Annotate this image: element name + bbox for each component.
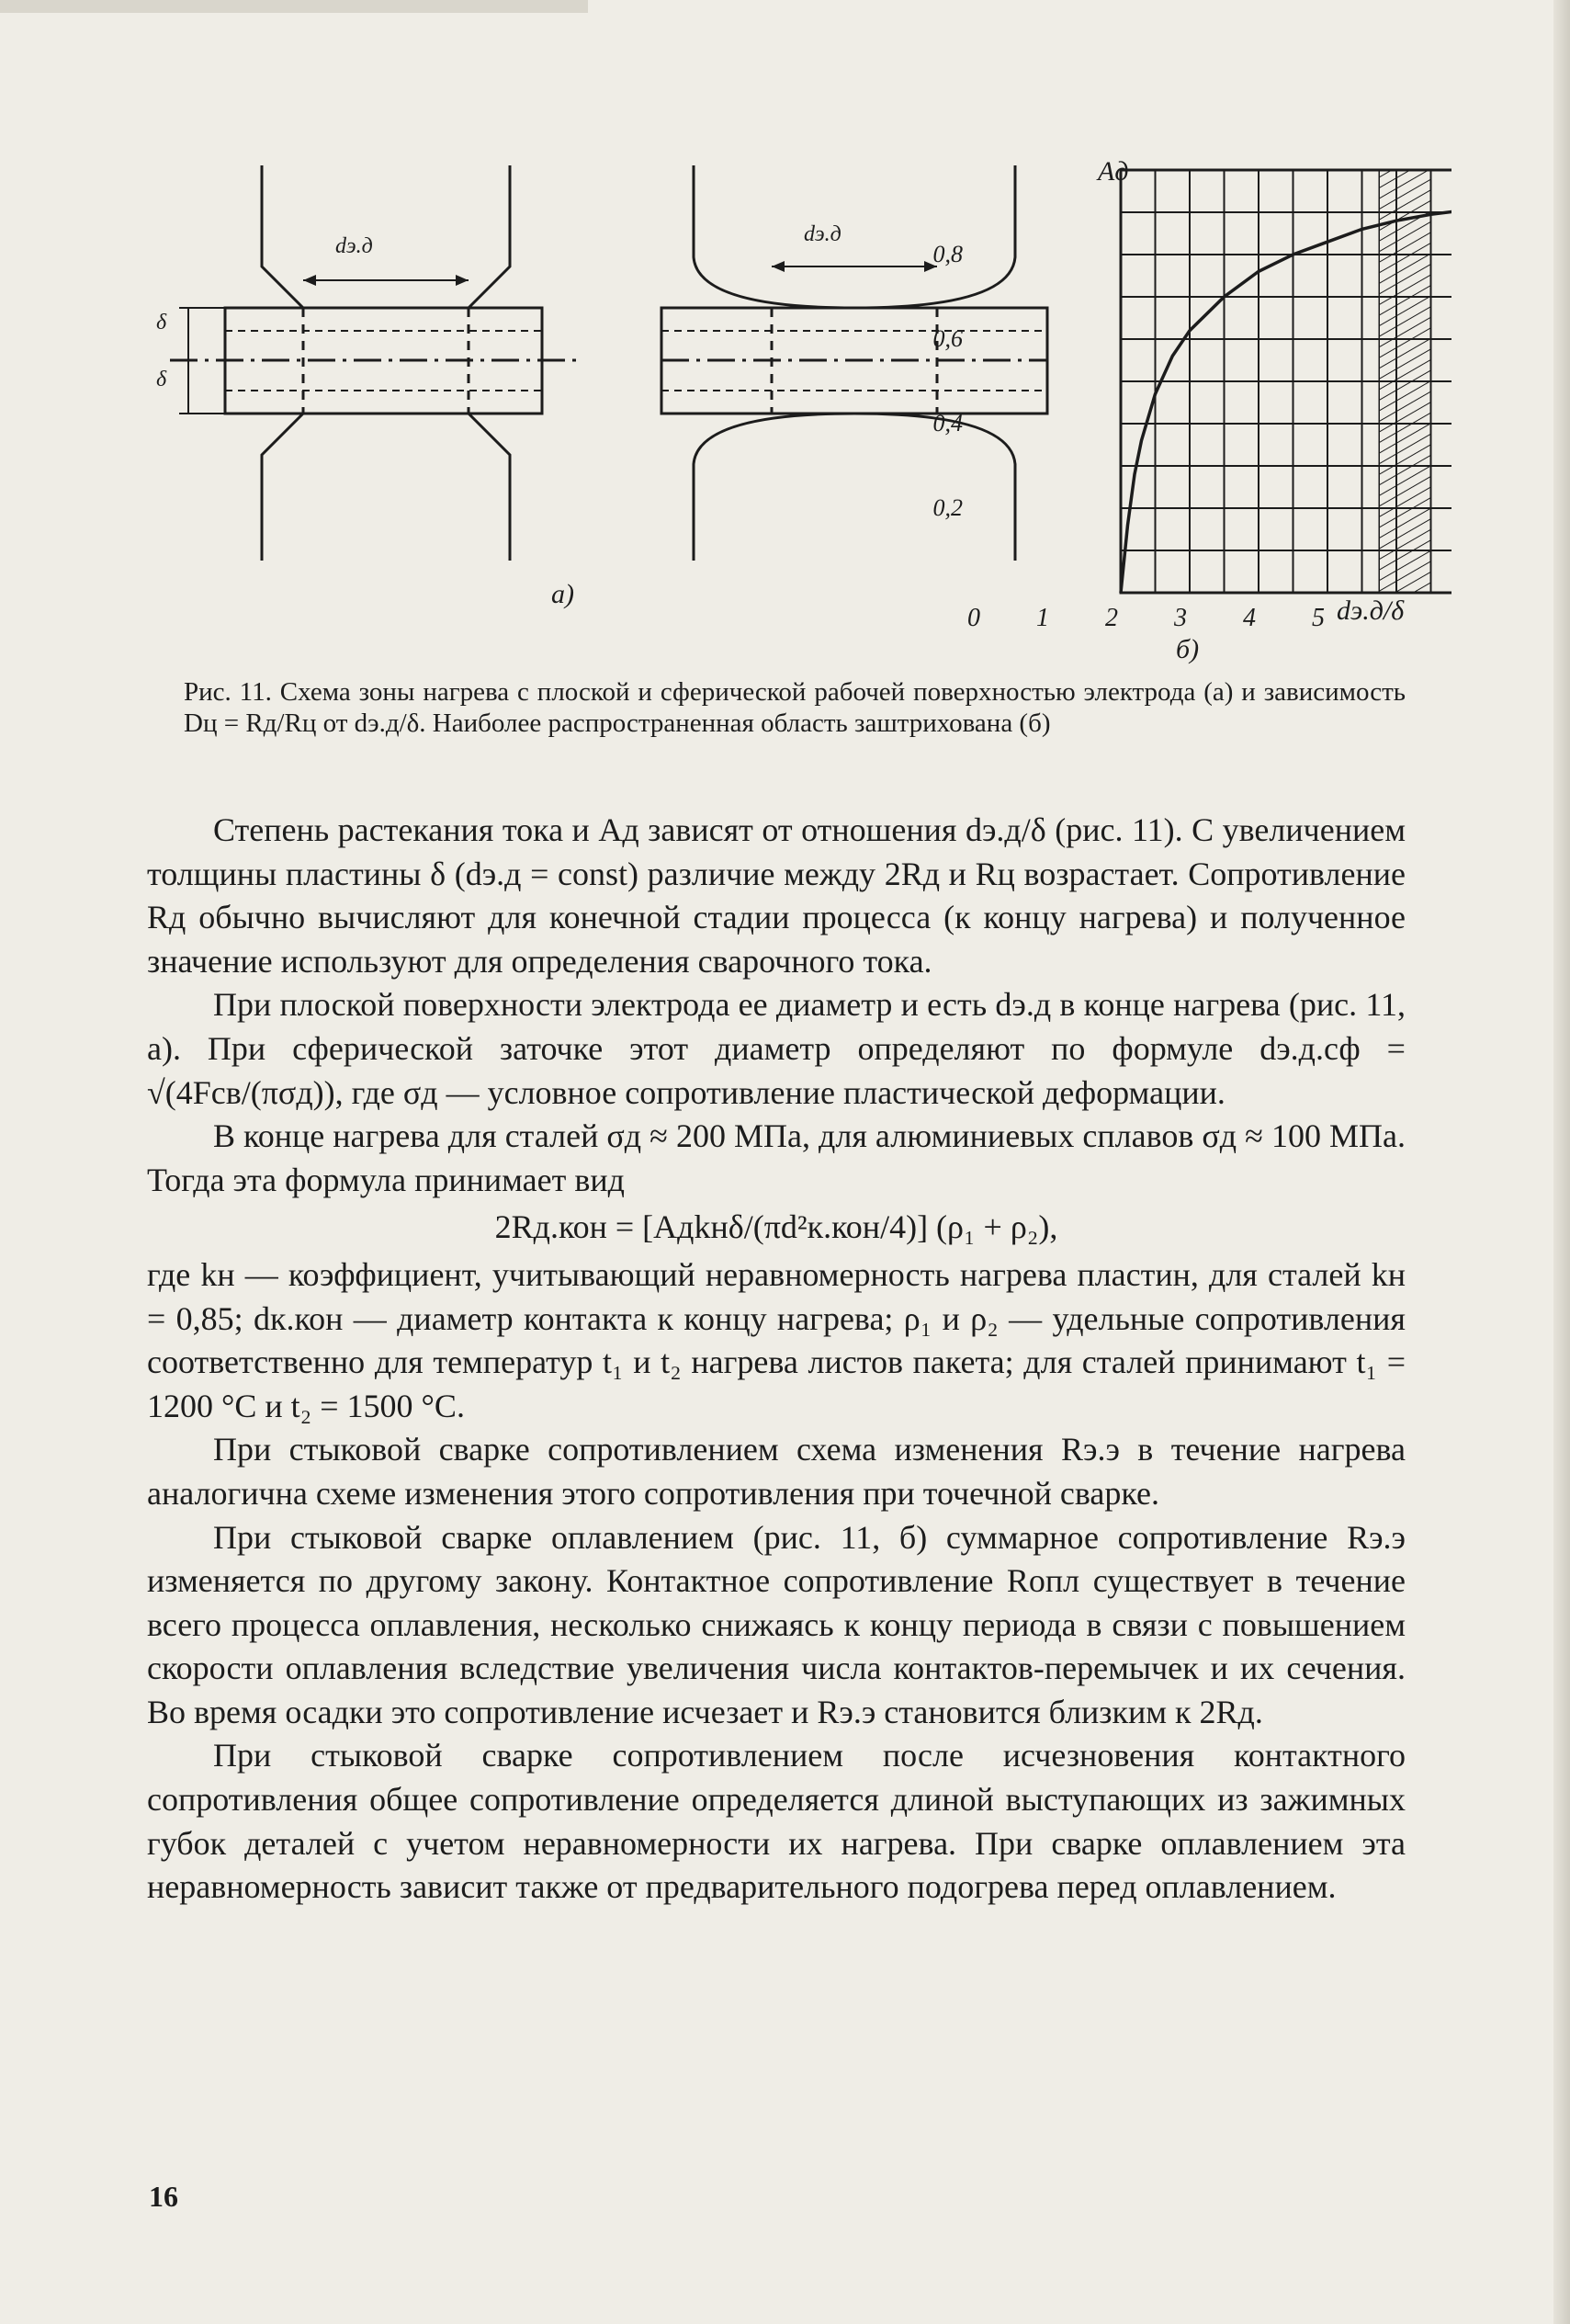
formula-2rd: 2Rд.кон = [Aдkнδ/(πd²к.кон/4)] (ρ₁ + ρ₂), [494,1208,1058,1246]
page-number: 16 [149,2180,178,2213]
page-edge-right [1553,0,1570,2324]
flat-upper-electrode [262,165,510,308]
chart-xlabel: dэ.д/δ [1337,595,1405,626]
paragraph-5: При стыковой сварке сопротивлением схема изменения Rэ.э в течение нагрева аналогична схеме изменения этого сопротивления при точечной сварке. [147,1431,1406,1512]
paragraph-7: При стыковой сварке сопротивлением после исчезновения контактного сопротивления общее сопротивление определяется длиной выступающих из зажимных губок деталей с учетом неравномерности их нагрева. При сварке оплавлением эта неравномерность зависит также от предварительного подогрева перед оплавлением. [147,1737,1406,1906]
dim-label-right: dэ.д [804,222,841,246]
electrode-flat-diagram [170,165,579,561]
sphere-upper-electrode [694,165,1015,308]
paragraph-3: В конце нагрева для сталей σд ≈ 200 МПа, для алюминиевых сплавов σд ≈ 100 МПа. Тогда эта формула принимает вид [147,1117,1406,1198]
y-tick-label: 0,4 [932,410,963,436]
x-tick-label: 3 [1174,604,1187,632]
y-tick-label: 0,2 [932,494,963,521]
chart-b [1121,170,1451,593]
paragraph-2: При плоской поверхности электрода ее диаметр и есть dэ.д в конце нагрева (рис. 11, а). При сферической заточке этот диаметр определяют по формуле dэ.д.сф = √(4Fсв/(πσд)), где σд — условное сопротивление пластической деформации. [147,986,1406,1111]
body-text [147,809,1406,1910]
dim-label-left: dэ.д [335,234,373,258]
x-tick-label: 1 [1036,604,1049,632]
x-tick-label: 2 [1105,604,1118,632]
page-edge-top [0,0,588,13]
y-tick-label: 0,8 [932,241,963,267]
sphere-lower-electrode [694,414,1015,561]
electrode-sphere-diagram [661,165,1047,561]
figure-svg [147,156,1451,671]
flat-lower-electrode [262,414,510,561]
paragraph-6: При стыковой сварке оплавлением (рис. 11, б) суммарное сопротивление Rэ.э изменяется по другому закону. Контактное сопротивление Rопл существует в течение всего процесса оплавления, несколько снижаясь к концу периода в связи с повышением скорости оплавления вследствие увеличения числа контактов-перемычек и их сечения. Во время осадки это сопротивление исчезает и Rэ.э становится близким к 2Rд. [147,1518,1406,1730]
paragraph-1: Степень растекания тока и Aд зависят от отношения dэ.д/δ (рис. 11). С увеличением толщины пластины δ (dэ.д = const) различие между 2Rд и Rц возрастает. Сопротивление Rд обычно вычисляют для конечной стадии процесса (к концу нагрева) и полученное значение используют для определения сварочного тока. [147,811,1406,980]
delta-label-top: δ [156,311,167,334]
x-tick-label: 0 [967,604,980,632]
x-tick-label: 4 [1243,604,1256,632]
x-tick-label: 5 [1312,604,1325,632]
panel-b-label: б) [1176,634,1200,664]
figure-caption: Рис. 11. Схема зоны нагрева с плоской и сферической рабочей поверхностью электрода (а) и зависимость Dц = Rд/Rц от dэ.д/δ. Наиболее распространенная область заштрихована (б) [184,677,1406,738]
panel-a-label: а) [551,579,574,609]
chart-ylabel: Aд [1098,156,1129,187]
y-tick-label: 0,6 [932,325,963,352]
delta-label-bottom: δ [156,368,167,391]
figure-11 [147,156,1451,671]
paragraph-4: где kн — коэффициент, учитывающий неравномерность нагрева пластин, для сталей kн = 0,85; dк.кон — диаметр контакта к концу нагрева; ρ₁ и ρ₂ — удельные сопротивления соответственно для температур t₁ и t₂ нагрева листов пакета; для сталей принимают t₁ = 1200 °C и t₂ = 1500 °C. [147,1255,1406,1424]
